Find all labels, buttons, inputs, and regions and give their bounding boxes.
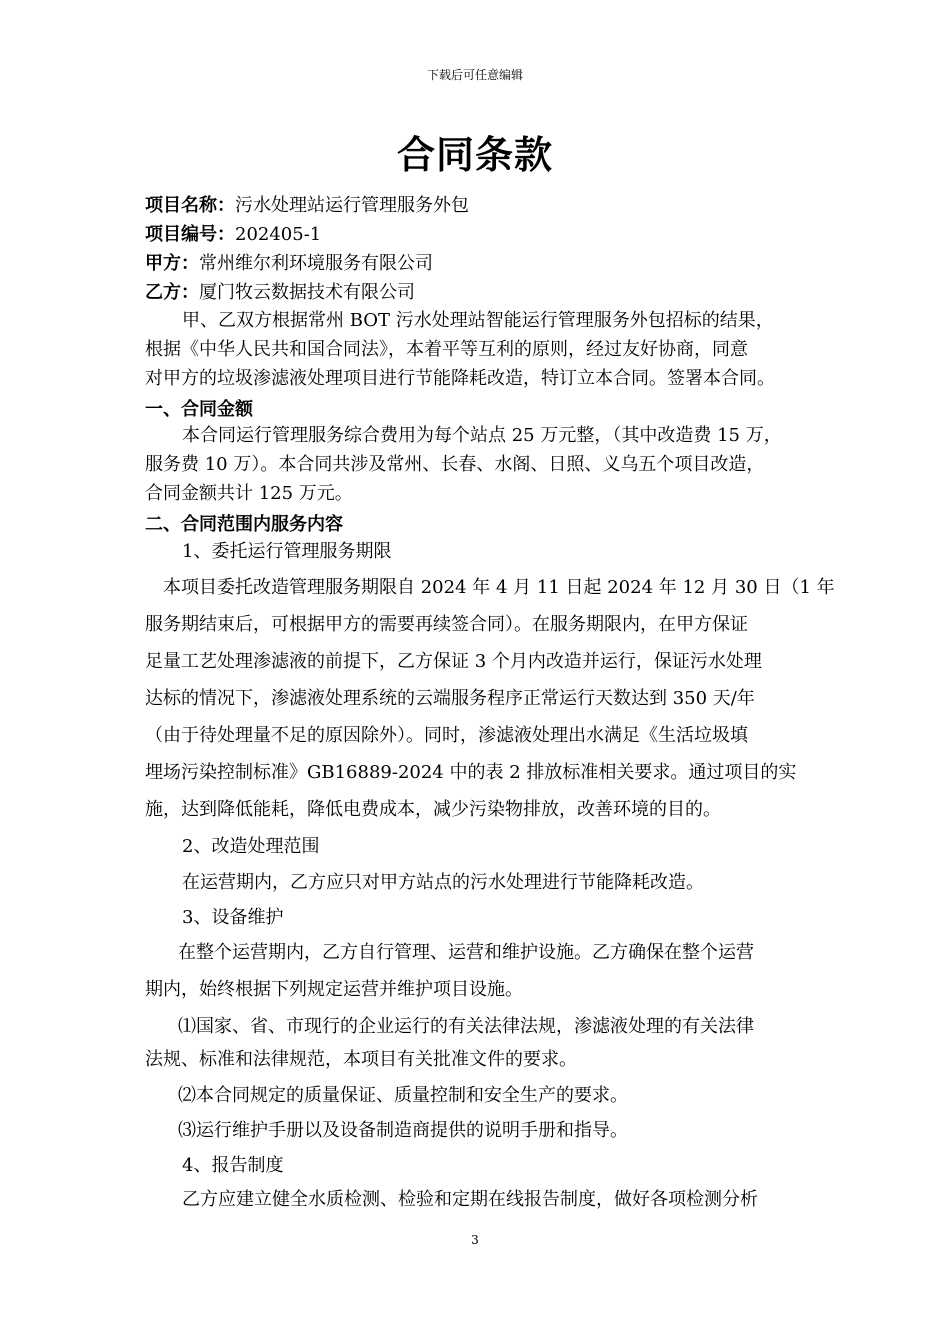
sub3-line: ⑴国家、省、市现行的企业运行的有关法律法规，渗滤液处理的有关法律 (178, 1016, 754, 1037)
project-name-row (145, 193, 469, 219)
intro-line: 甲、乙双方根据常州 BOT 污水处理站智能运行管理服务外包招标的结果， (182, 310, 774, 331)
project-name-value: 污水处理站运行管理服务外包 (235, 195, 469, 216)
sub4-line: 乙方应建立健全水质检测、检验和定期在线报告制度，做好各项检测分析 (182, 1189, 758, 1210)
sub1-line: 施，达到降低能耗，降低电费成本，减少污染物排放，改善环境的目的。 (145, 799, 721, 820)
party-b-value: 厦门牧云数据技术有限公司 (199, 282, 415, 303)
page-number: 3 (471, 1233, 479, 1247)
intro-line: 根据《中华人民共和国合同法》，本着平等互利的原则，经过友好协商，同意 (145, 339, 748, 360)
sub3-line: 法规、标准和法律规范，本项目有关批准文件的要求。 (145, 1049, 577, 1070)
section-heading: 二、合同范围内服务内容 (145, 514, 343, 535)
section1-line: 合同金额共计 125 万元。 (145, 483, 353, 504)
sub1-line: 本项目委托改造管理服务期限自 2024 年 4 月 11 日起 2024 年 12 月 30 日（1 年 (163, 577, 835, 598)
sub2-line: 在运营期内，乙方应只对甲方站点的污水处理进行节能降耗改造。 (182, 872, 704, 893)
subsection-title: 3、设备维护 (182, 907, 284, 928)
party-a-value: 常州维尔利环境服务有限公司 (199, 253, 433, 274)
subsection-title: 2、改造处理范围 (182, 836, 320, 857)
subsection-title: 1、委托运行管理服务期限 (182, 541, 392, 562)
sub3-line: ⑵本合同规定的质量保证、质量控制和安全生产的要求。 (178, 1085, 628, 1106)
sub1-line: （由于待处理量不足的原因除外）。同时，渗滤液处理出水满足《生活垃圾填 (145, 725, 748, 746)
party-b-row (145, 280, 415, 306)
sub1-line: 达标的情况下，渗滤液处理系统的云端服务程序正常运行天数达到 350 天/年 (145, 688, 755, 709)
project-name-label: 项目名称： (145, 195, 235, 216)
party-b-label: 乙方： (145, 282, 199, 303)
document-title: 合同条款 (396, 132, 553, 177)
sub3-line: 在整个运营期内，乙方自行管理、运营和维护设施。乙方确保在整个运营 (178, 942, 754, 963)
sub3-line: ⑶运行维护手册以及设备制造商提供的说明手册和指导。 (178, 1120, 628, 1141)
section1-line: 本合同运行管理服务综合费用为每个站点 25 万元整，（其中改造费 15 万， (182, 425, 782, 446)
sub1-line: 足量工艺处理渗滤液的前提下，乙方保证 3 个月内改造并运行，保证污水处理 (145, 651, 762, 672)
sub3-line: 期内，始终根据下列规定运营并维护项目设施。 (145, 979, 523, 1000)
subsection-title: 4、报告制度 (182, 1155, 284, 1176)
header-note: 下载后可任意编辑 (426, 68, 523, 82)
intro-line: 对甲方的垃圾渗滤液处理项目进行节能降耗改造，特订立本合同。签署本合同。 (145, 368, 775, 389)
party-a-row (145, 251, 433, 277)
party-a-label: 甲方： (145, 253, 199, 274)
sub1-line: 埋场污染控制标准》GB16889-2024 中的表 2 排放标准相关要求。通过项目的实 (145, 762, 797, 783)
project-no-label: 项目编号： (145, 224, 235, 245)
project-no-row (145, 222, 321, 248)
section-heading: 一、合同金额 (145, 399, 253, 420)
sub1-line: 服务期结束后，可根据甲方的需要再续签合同）。在服务期限内，在甲方保证 (145, 614, 748, 635)
section1-line: 服务费 10 万）。本合同共涉及常州、长春、水阁、日照、义乌五个项目改造， (145, 454, 765, 475)
project-no-value: 202405-1 (235, 224, 322, 245)
